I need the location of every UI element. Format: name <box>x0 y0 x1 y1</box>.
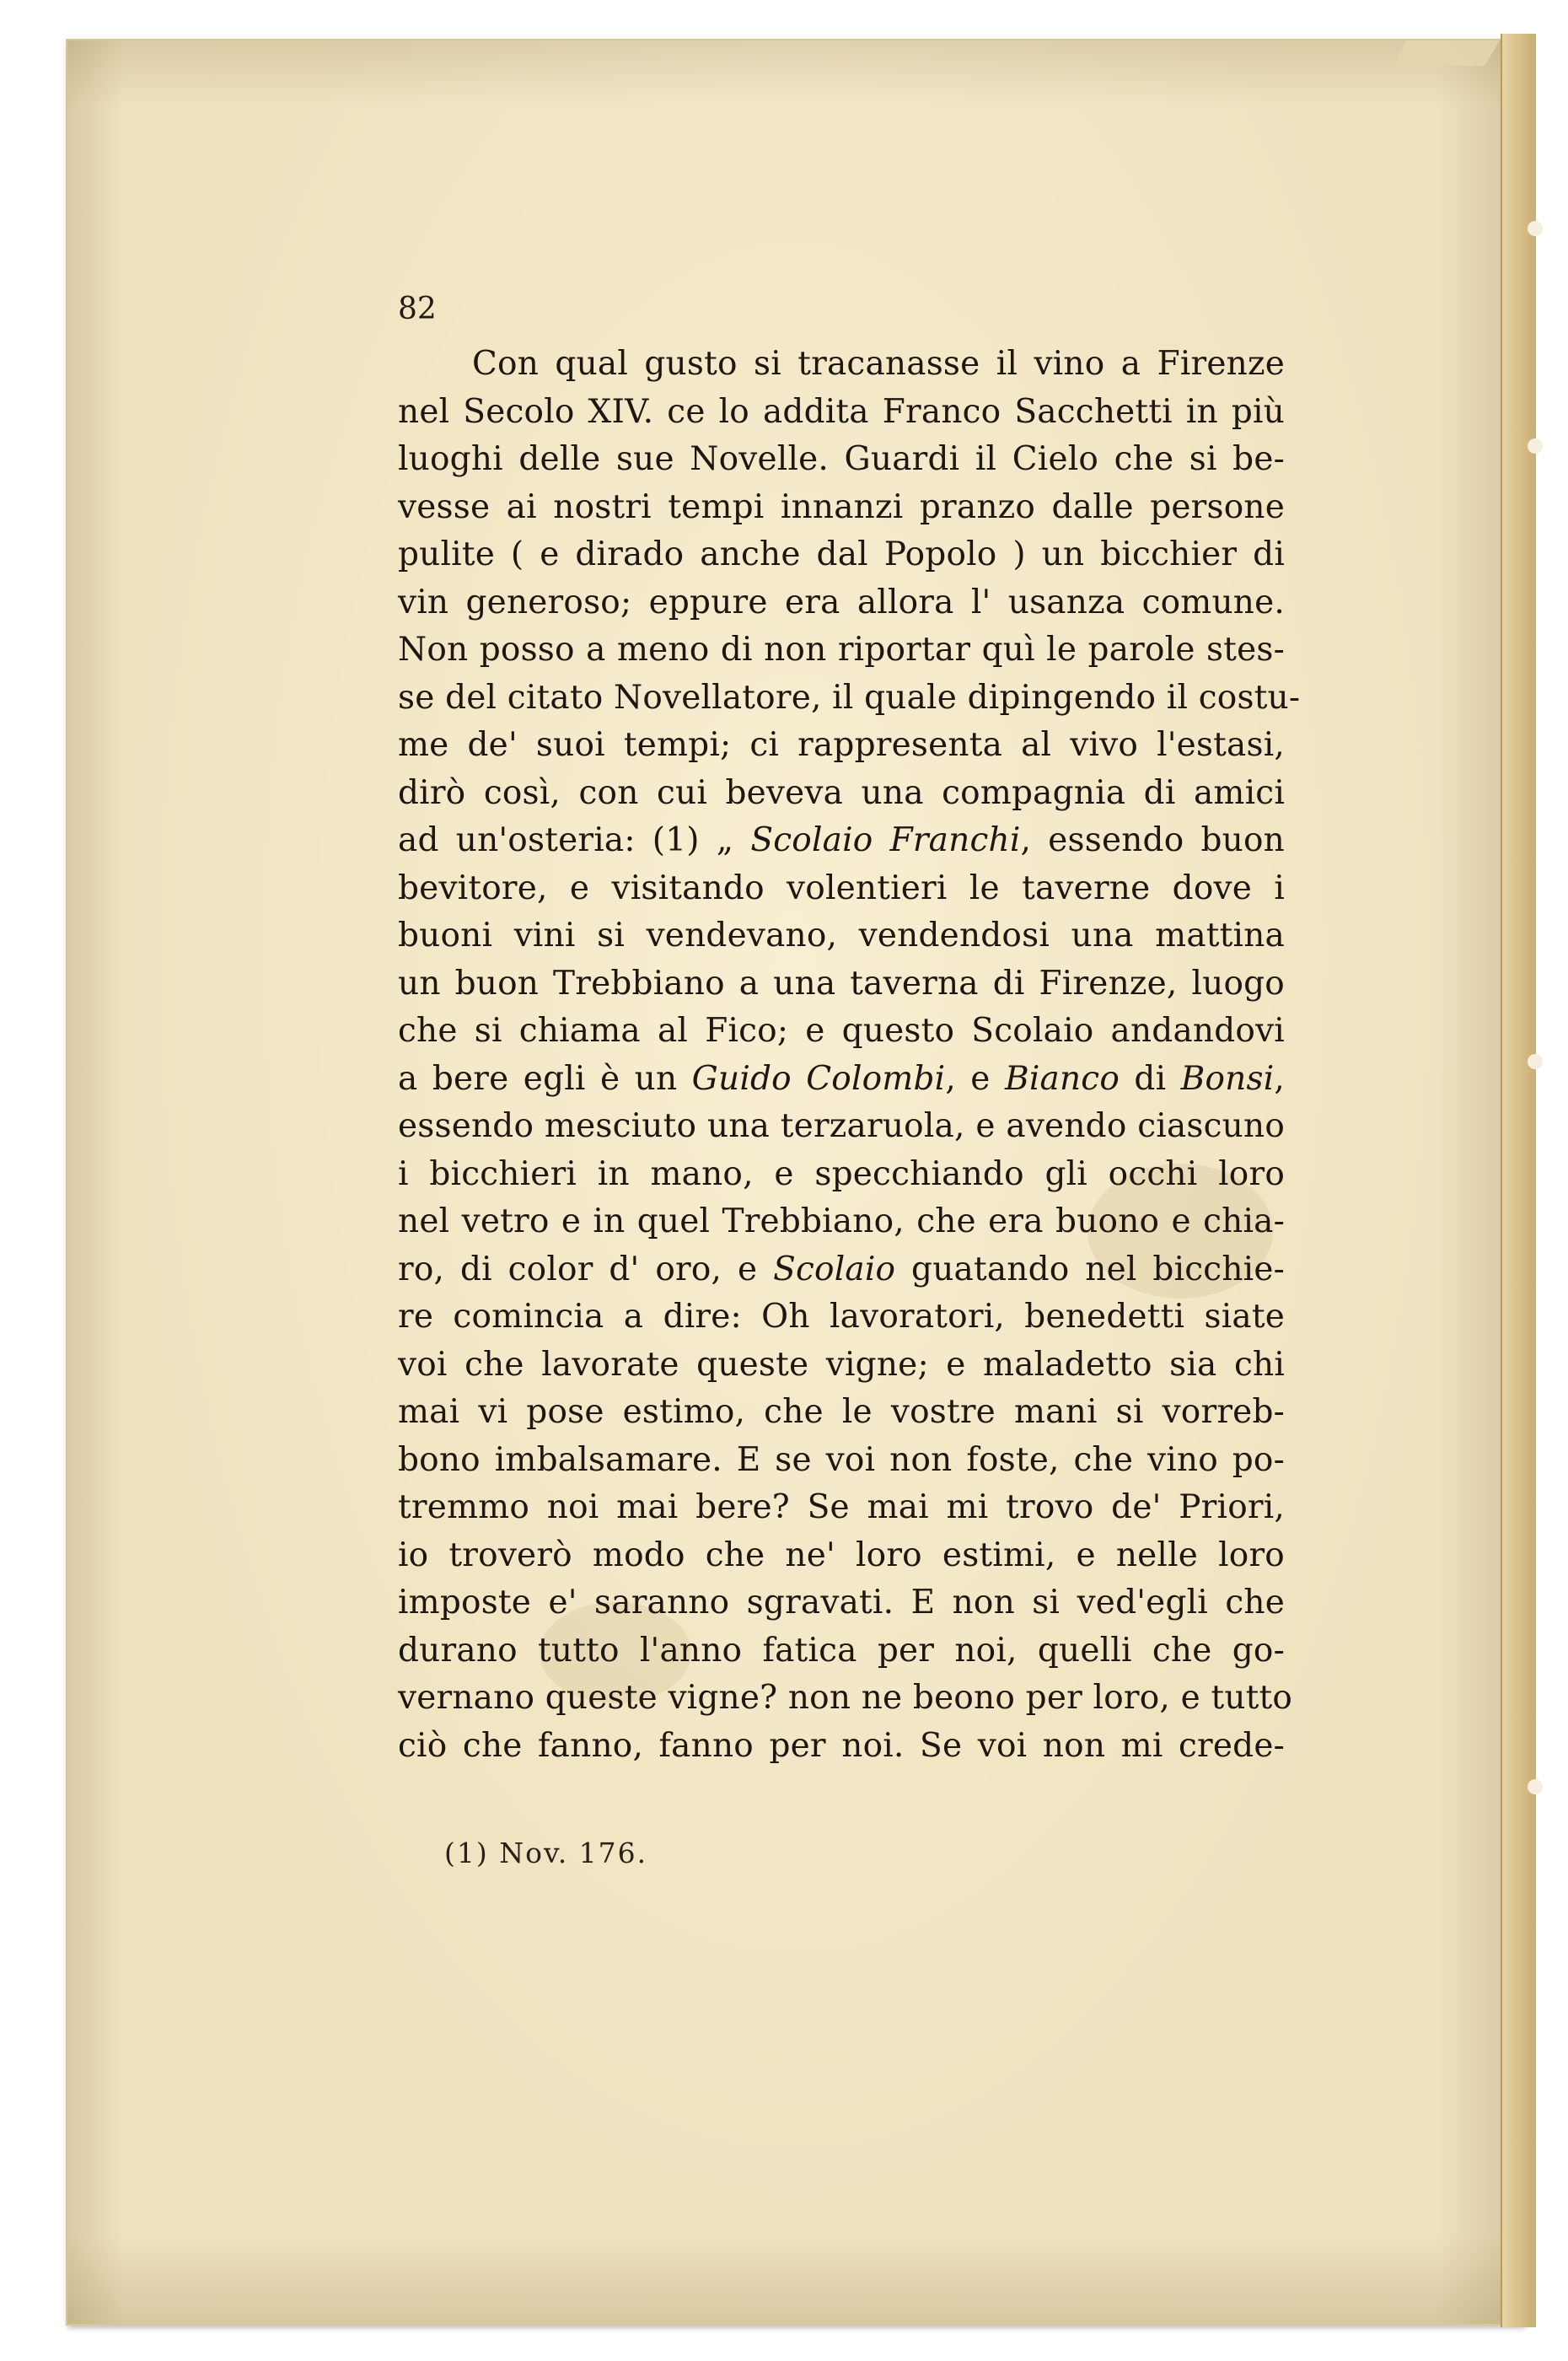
binding-hole <box>1528 1779 1543 1794</box>
text-line: durano tutto l'anno fatica per noi, quelli che go- <box>398 1631 1285 1670</box>
italic-name: Bonsi <box>1180 1059 1275 1098</box>
text-line: vin generoso; eppure era allora l' usanza comune. <box>398 583 1285 621</box>
text-line: mai vi pose estimo, che le vostre mani si vorreb- <box>398 1393 1285 1431</box>
text-line: essendo mesciuto una terzaruola, e avendo ciascuno <box>398 1107 1285 1145</box>
text-segment: , e <box>945 1059 1005 1098</box>
footnote: (1) Nov. 176. <box>444 1837 648 1869</box>
text-line: bevitore, e visitando volentieri le taverne dove i <box>398 869 1285 907</box>
text-line: pulite ( e dirado anche dal Popolo ) un bicchier di <box>398 535 1285 573</box>
text-line: i bicchieri in mano, e specchiando gli occhi loro <box>398 1154 1285 1193</box>
text-segment: di <box>1120 1059 1181 1098</box>
text-line: voi che lavorate queste vigne; e maladetto sia chi <box>398 1345 1285 1384</box>
text-line: dirò così, con cui beveva una compagnia di amici <box>398 773 1285 812</box>
text-line: luoghi delle sue Novelle. Guardi il Cielo che si be- <box>398 440 1285 478</box>
binding-hole <box>1528 438 1543 454</box>
text-line: un buon Trebbiano a una taverna di Firenze, luogo <box>398 964 1285 1003</box>
text-line: Con qual gusto si tracanasse il vino a Firenze <box>472 345 1285 383</box>
text-segment: a bere egli è un <box>398 1059 692 1098</box>
italic-name: Scolaio Franchi <box>750 821 1021 859</box>
text-line: nel Secolo XIV. ce lo addita Franco Sacchetti in più <box>398 392 1285 431</box>
text-line <box>398 1246 1285 1294</box>
page-edge <box>1501 34 1536 2327</box>
text-line: che si chiama al Fico; e questo Scolaio andandovi <box>398 1012 1285 1050</box>
text-line: buoni vini si vendevano, vendendosi una mattina <box>398 917 1285 955</box>
text-line <box>398 817 1285 865</box>
italic-name: Guido Colombi <box>691 1059 946 1098</box>
text-line: vesse ai nostri tempi innanzi pranzo dalle persone <box>398 487 1285 526</box>
binding-hole <box>1528 221 1543 236</box>
text-segment: ad un'osteria: (1) „ <box>398 821 751 859</box>
text-line: io troverò modo che ne' loro estimi, e nelle loro <box>398 1535 1285 1574</box>
dog-ear <box>1392 40 1499 66</box>
italic-name: Bianco <box>1004 1059 1120 1098</box>
body-text <box>398 341 1301 1770</box>
text-line: bono imbalsamare. E se voi non foste, che vino po- <box>398 1440 1285 1479</box>
page-number: 82 <box>398 292 437 326</box>
text-segment: guatando nel bicchie- <box>895 1250 1285 1288</box>
text-line: vernano queste vigne? non ne beono per loro, e tutto <box>398 1679 1293 1717</box>
text-line: imposte e' saranno sgravati. E non si ved'egli che <box>398 1584 1285 1622</box>
text-line: re comincia a dire: Oh lavoratori, benedetti siate <box>398 1298 1285 1336</box>
text-line <box>398 1056 1285 1104</box>
text-line: Non posso a meno di non riportar quì le parole stes- <box>398 631 1285 669</box>
text-line: se del citato Novellatore, il quale dipingendo il costu- <box>398 678 1301 717</box>
text-line: me de' suoi tempi; ci rappresenta al vivo l'estasi, <box>398 726 1285 764</box>
text-line: tremmo noi mai bere? Se mai mi trovo de' Priori, <box>398 1488 1285 1526</box>
binding-hole <box>1528 1054 1543 1069</box>
text-segment: , <box>1274 1059 1285 1098</box>
text-line: ciò che fanno, fanno per noi. Se voi non mi crede- <box>398 1726 1285 1765</box>
text-segment: , essendo buon <box>1020 821 1285 859</box>
text-segment: ro, di color d' oro, e <box>398 1250 774 1288</box>
italic-name: Scolaio <box>773 1250 896 1288</box>
text-line: nel vetro e in quel Trebbiano, che era buono e chia- <box>398 1202 1285 1240</box>
